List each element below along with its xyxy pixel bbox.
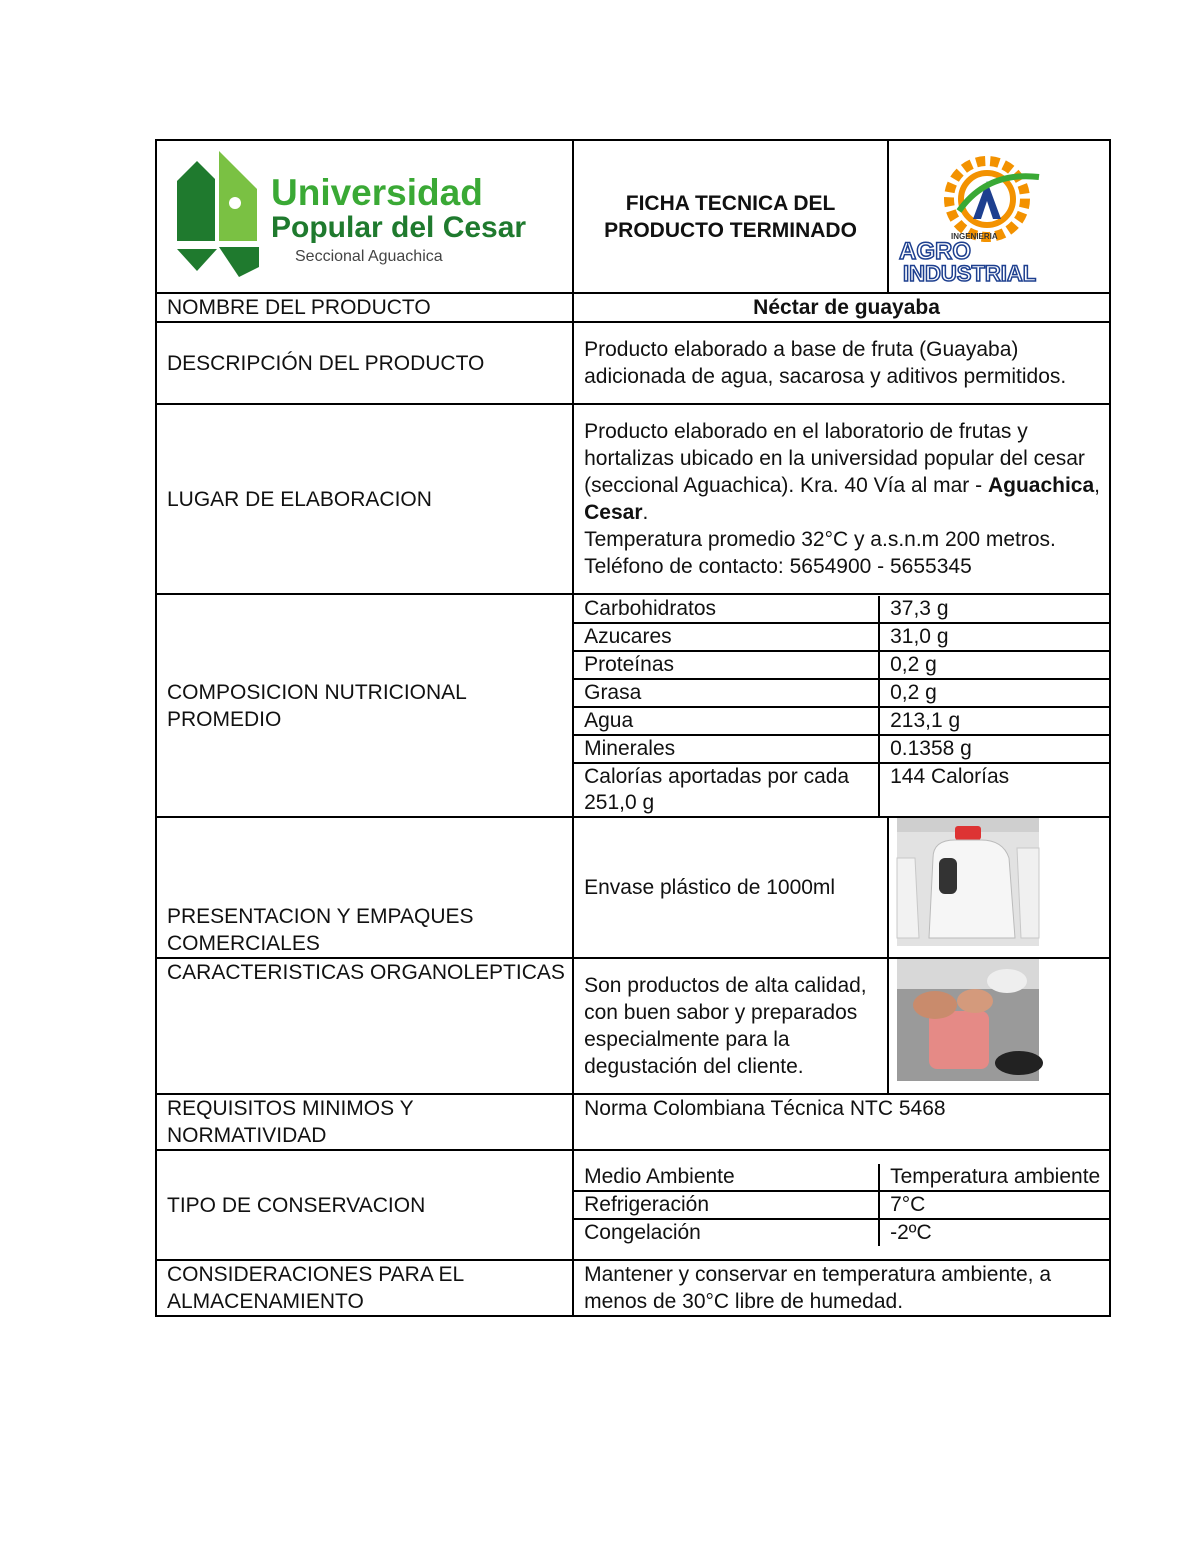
- place-label: LUGAR DE ELABORACION: [156, 404, 573, 594]
- place-value: [573, 404, 1110, 594]
- nutrition-table: [574, 596, 1109, 816]
- nutrient-value: 37,3 g: [879, 596, 1109, 623]
- nutrition-row: [574, 679, 1109, 707]
- university-logo-cell: [156, 140, 573, 293]
- organoleptic-photo-cell: [888, 958, 1110, 1094]
- description-label: DESCRIPCIÓN DEL PRODUCTO: [156, 322, 573, 404]
- conservation-method: Congelación: [574, 1219, 879, 1246]
- organoleptic-value: Son productos de alta calidad, con buen sabor y preparados especialmente para la degustación del cliente.: [573, 958, 888, 1094]
- place-phone: Teléfono de contacto: 5654900 - 5655345: [584, 555, 972, 578]
- nutrient-name: Calorías aportadas por cada 251,0 g: [574, 763, 879, 816]
- conservation-value: Temperatura ambiente: [879, 1164, 1109, 1191]
- logo-shape-right: [219, 151, 257, 241]
- logo-shape-bottom-left: [177, 249, 217, 271]
- logo-dot: [229, 197, 241, 209]
- nutrient-name: Azucares: [574, 623, 879, 651]
- requirements-label: REQUISITOS MINIMOS Y NORMATIVIDAD: [156, 1094, 573, 1150]
- agro-logo-line2: INDUSTRIAL: [903, 261, 1037, 285]
- nutrient-value: 0,2 g: [879, 679, 1109, 707]
- agro-logo-cell: [888, 140, 1110, 293]
- agro-logo-line1: AGRO: [899, 238, 971, 265]
- nutrition-row: [574, 651, 1109, 679]
- description-value: Producto elaborado a base de fruta (Guayaba) adicionada de agua, sacarosa y aditivos permitidos.: [573, 322, 1110, 404]
- sheet-title-line1: FICHA TECNICA DEL: [625, 191, 836, 215]
- logo-text-line3: Seccional Aguachica: [295, 248, 443, 265]
- row-nutrition: [156, 594, 1110, 817]
- conservation-value: 7°C: [879, 1191, 1109, 1219]
- agro-logo-small-text: INGENIERIA: [951, 232, 998, 241]
- packaging-photo-cell: [888, 817, 1110, 958]
- logo-shape-left: [177, 161, 215, 241]
- row-place: [156, 404, 1110, 594]
- nutrient-name: Minerales: [574, 735, 879, 763]
- nutrition-row: [574, 623, 1109, 651]
- storage-label: CONSIDERACIONES PARA EL ALMACENAMIENTO: [156, 1260, 573, 1316]
- nutrient-value: 31,0 g: [879, 623, 1109, 651]
- row-product-name: [156, 293, 1110, 322]
- nutrient-name: Grasa: [574, 679, 879, 707]
- place-city: Aguachica: [987, 474, 1095, 497]
- sheet-title-line2: PRODUCTO TERMINADO: [604, 218, 857, 242]
- row-conservation: [156, 1150, 1110, 1260]
- university-logo: [157, 141, 561, 285]
- conservation-row: [574, 1219, 1109, 1246]
- sheet-title-cell: [573, 140, 888, 293]
- nutrient-value: 0.1358 g: [879, 735, 1109, 763]
- agro-industrial-logo: [889, 141, 1104, 285]
- row-organoleptic: [156, 958, 1110, 1094]
- conservation-row: [574, 1191, 1109, 1219]
- nutrition-label: COMPOSICION NUTRICIONAL PROMEDIO: [156, 594, 573, 817]
- conservation-method: Medio Ambiente: [574, 1164, 879, 1191]
- conservation-value: -2ºC: [890, 1221, 932, 1244]
- technical-sheet-table: [155, 139, 1111, 1317]
- place-end: .: [642, 501, 649, 524]
- nutrient-name: Proteínas: [574, 651, 879, 679]
- nutrition-values-cell: [573, 594, 1110, 817]
- logo-shape-bottom-right: [219, 247, 259, 277]
- packaging-label: PRESENTACION Y EMPAQUES COMERCIALES: [156, 817, 573, 958]
- place-separator: ,: [1094, 474, 1101, 497]
- conservation-method: Refrigeración: [574, 1191, 879, 1219]
- nutrition-row: [574, 707, 1109, 735]
- packaging-value: Envase plástico de 1000ml: [573, 817, 888, 958]
- nutrient-value: 0,2 g: [879, 651, 1109, 679]
- header-row: [156, 140, 1110, 293]
- nutrient-name: Agua: [574, 707, 879, 735]
- logo-text-line2: Popular del Cesar: [271, 211, 527, 244]
- row-requirements: [156, 1094, 1110, 1150]
- conservation-values-cell: [573, 1150, 1110, 1260]
- storage-value: Mantener y conservar en temperatura ambiente, a menos de 30°C libre de humedad.: [573, 1260, 1110, 1316]
- row-description: [156, 322, 1110, 404]
- place-temperature: Temperatura promedio 32°C y a.s.n.m 200 metros.: [584, 528, 1056, 551]
- nutrient-value: 144 Calorías: [890, 764, 1010, 788]
- conservation-row: [574, 1164, 1109, 1191]
- place-state: Cesar: [584, 501, 643, 524]
- nutrition-row: [574, 735, 1109, 763]
- organoleptic-label: CARACTERISTICAS ORGANOLEPTICAS: [156, 958, 573, 1094]
- nutrient-name: Carbohidratos: [574, 596, 879, 623]
- place-text: Producto elaborado en el laboratorio de frutas y hortalizas ubicado en la universidad popular del cesar (seccional Aguachica). Kra. 40 Vía al mar -: [584, 420, 1085, 497]
- nutrient-value: 213,1 g: [879, 707, 1109, 735]
- row-packaging: [156, 817, 1110, 958]
- nutrition-row: [574, 763, 1109, 816]
- requirements-value: Norma Colombiana Técnica NTC 5468: [573, 1094, 1110, 1150]
- tasting-photo: [889, 959, 1104, 1093]
- row-storage: [156, 1260, 1110, 1316]
- logo-text-line1: Universidad: [271, 172, 483, 213]
- conservation-label: TIPO DE CONSERVACION: [156, 1150, 573, 1260]
- conservation-table: [574, 1164, 1109, 1246]
- nutrition-row: [574, 596, 1109, 623]
- plastic-jug-photo: [889, 818, 1104, 957]
- product-name-label: NOMBRE DEL PRODUCTO: [156, 293, 573, 322]
- product-name-value: Néctar de guayaba: [573, 293, 1110, 322]
